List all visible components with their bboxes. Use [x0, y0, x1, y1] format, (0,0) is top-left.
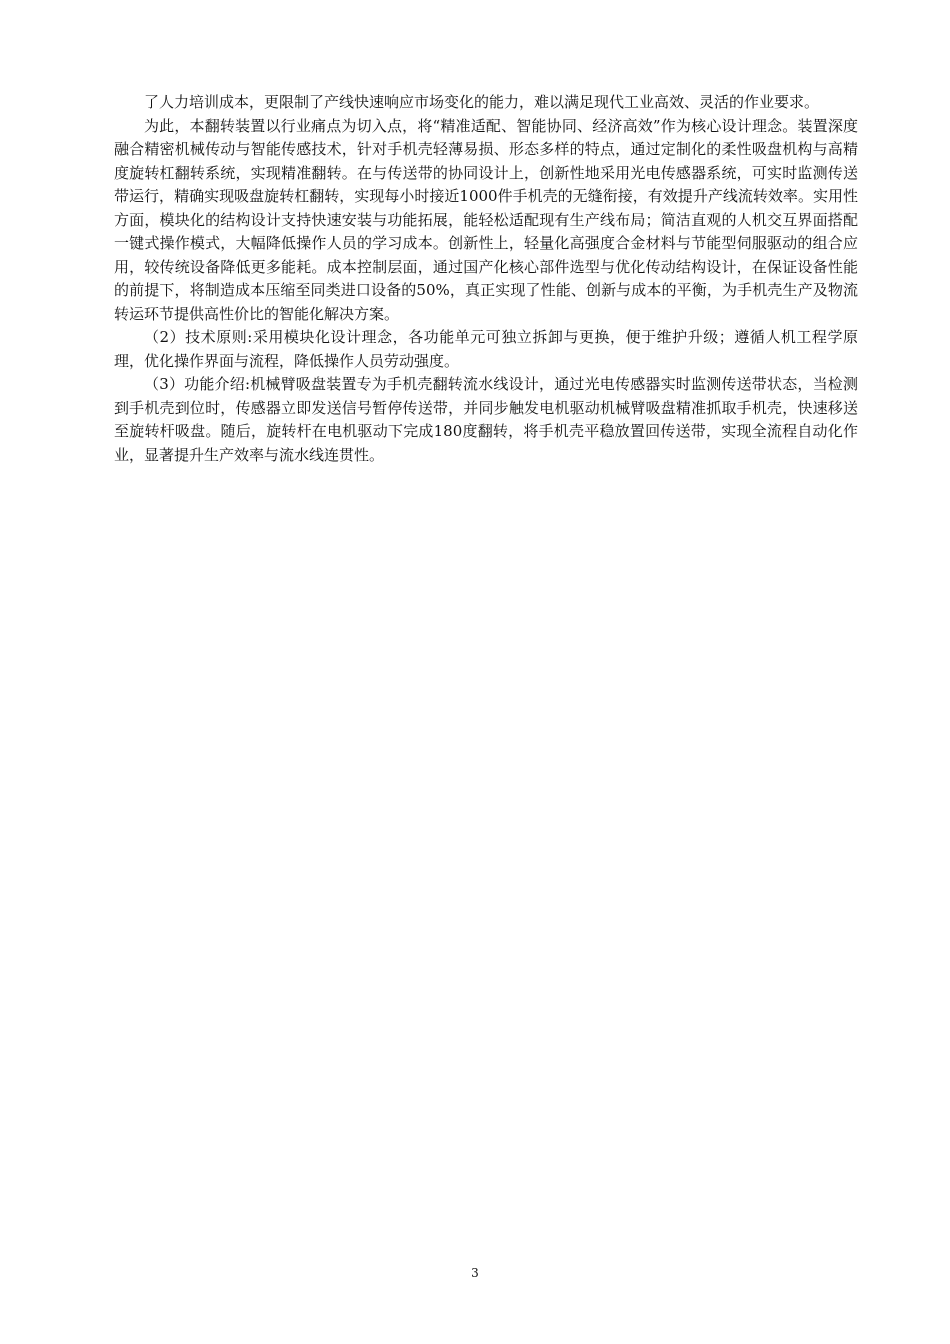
- paragraph-continuation: 了人力培训成本，更限制了产线快速响应市场变化的能力，难以满足现代工业高效、灵活的作业要求。: [144, 93, 820, 111]
- body-text: [114, 91, 858, 467]
- paragraph-design-concept: 为此，本翻转装置以行业痛点为切入点，将“精准适配、智能协同、经济高效”作为核心设计理念。装置深度融合精密机械传动与智能传感技术，针对手机壳轻薄易损、形态多样的特点，通过定制化的柔性吸盘机构与高精度旋转杠翻转系统，实现精准翻转。在与传送带的协同设计上，创新性地采用光电传感器系统，可实时监测传送带运行，精确实现吸盘旋转杠翻转，实现每小时接近1000件手机壳的无缝衔接，有效提升产线流转效率。实用性方面，模块化的结构设计支持快速安装与功能拓展，能轻松适配现有生产线布局；简洁直观的人机交互界面搭配一键式操作模式，大幅降低操作人员的学习成本。创新性上，轻量化高强度合金材料与节能型伺服驱动的组合应用，较传统设备降低更多能耗。成本控制层面，通过国产化核心部件选型与优化传动结构设计，在保证设备性能的前提下，将制造成本压缩至同类进口设备的50%，真正实现了性能、创新与成本的平衡，为手机壳生产及物流转运环节提供高性价比的智能化解决方案。: [114, 116, 858, 323]
- paragraph-technical-principles: （2）技术原则:采用模块化设计理念，各功能单元可独立拆卸与更换，便于维护升级；遵循人机工程学原理，优化操作界面与流程，降低操作人员劳动强度。: [114, 328, 858, 370]
- paragraph-function-introduction: （3）功能介绍:机械臂吸盘装置专为手机壳翻转流水线设计，通过光电传感器实时监测传送带状态，当检测到手机壳到位时，传感器立即发送信号暂停传送带，并同步触发电机驱动机械臂吸盘精准抓取手机壳，快速移送至旋转杆吸盘。随后，旋转杆在电机驱动下完成180度翻转，将手机壳平稳放置回传送带，实现全流程自动化作业，显著提升生产效率与流水线连贯性。: [114, 375, 858, 464]
- page-number: 3: [471, 1266, 479, 1280]
